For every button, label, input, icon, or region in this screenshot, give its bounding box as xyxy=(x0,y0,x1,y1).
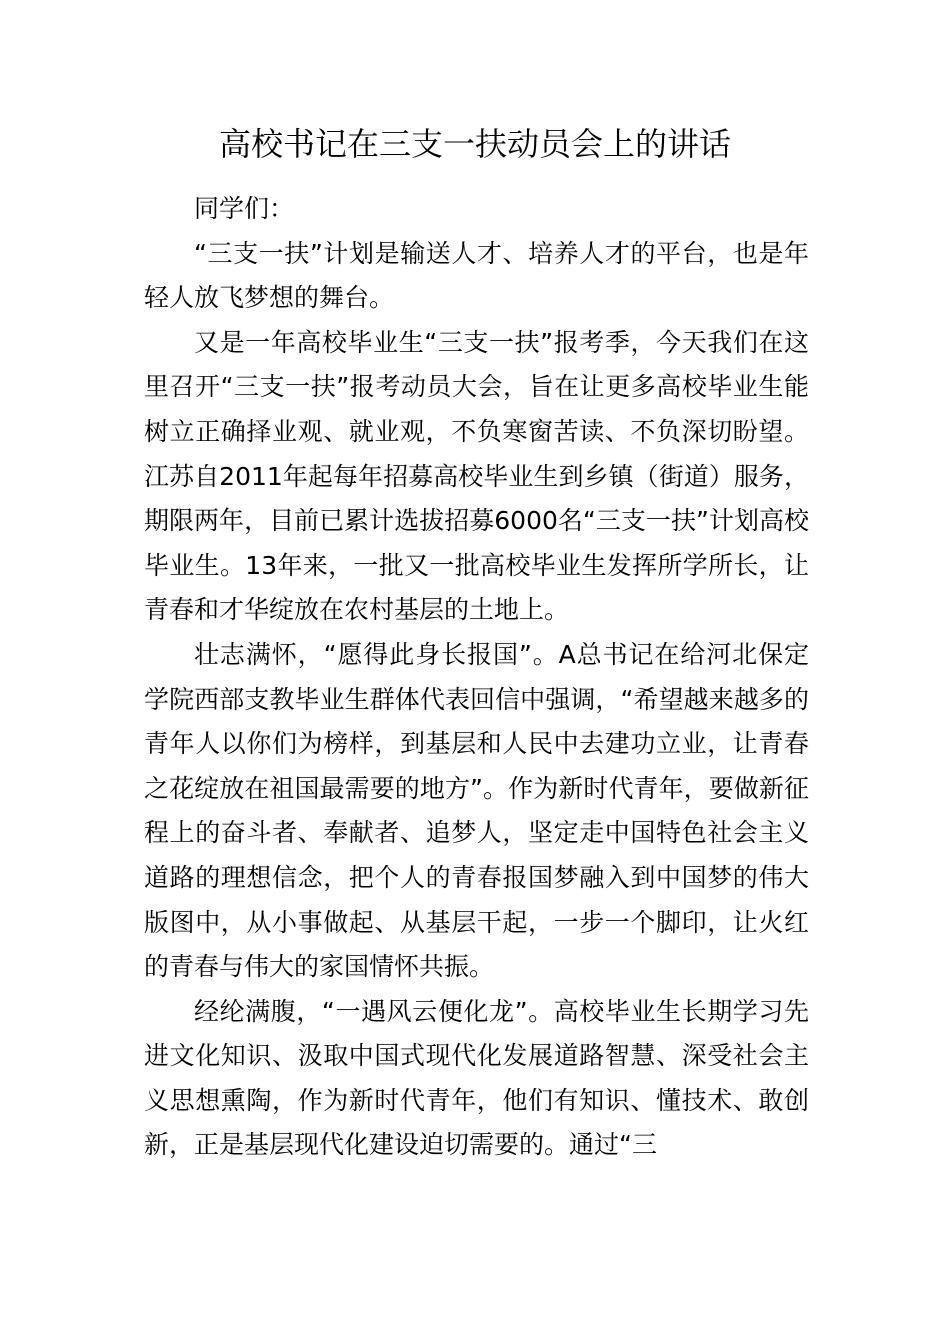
paragraph-4: 经纶满腹，“一遇风云便化龙”。高校毕业生长期学习先进文化知识、汲取中国式现代化发展道路智慧、深受社会主义思想熏陶，作为新时代青年，他们有知识、懂技术、敢创新，正是基层现代化建设迫切需要的。通过“三 xyxy=(144,996,809,1160)
paragraph-2: 又是一年高校毕业生“三支一扶”报考季，今天我们在这里召开“三支一扶”报考动员大会，旨在让更多高校毕业生能树立正确择业观、就业观，不负寒窗苦读、不负深切盼望。江苏自2011年起每年招募高校毕业生到乡镇（街道）服务，期限两年，目前已累计选拔招募6000名“三支一扶”计划高校毕业生。13年来，一批又一批高校毕业生发挥所学所长，让青春和才华绽放在农村基层的土地上。 xyxy=(144,327,809,625)
paragraph-3: 壮志满怀，“愿得此身长报国”。A总书记在给河北保定学院西部支教毕业生群体代表回信中强调，“希望越来越多的青年人以你们为榜样，到基层和人民中去建功立业，让青春之花绽放在祖国最需要的地方”。作为新时代青年，要做新征程上的奋斗者、奉献者、追梦人，坚定走中国特色社会主义道路的理想信念，把个人的青春报国梦融入到中国梦的伟大版图中，从小事做起、从基层干起，一步一个脚印，让火红的青春与伟大的家国情怀共振。 xyxy=(144,639,809,982)
document-body xyxy=(144,187,809,1168)
paragraph-1: “三支一扶”计划是输送人才、培养人才的平台，也是年轻人放飞梦想的舞台。 xyxy=(144,238,809,313)
document-title: 高校书记在三支一扶动员会上的讲话 xyxy=(218,125,731,163)
paragraph-salutation: 同学们： xyxy=(194,194,295,223)
